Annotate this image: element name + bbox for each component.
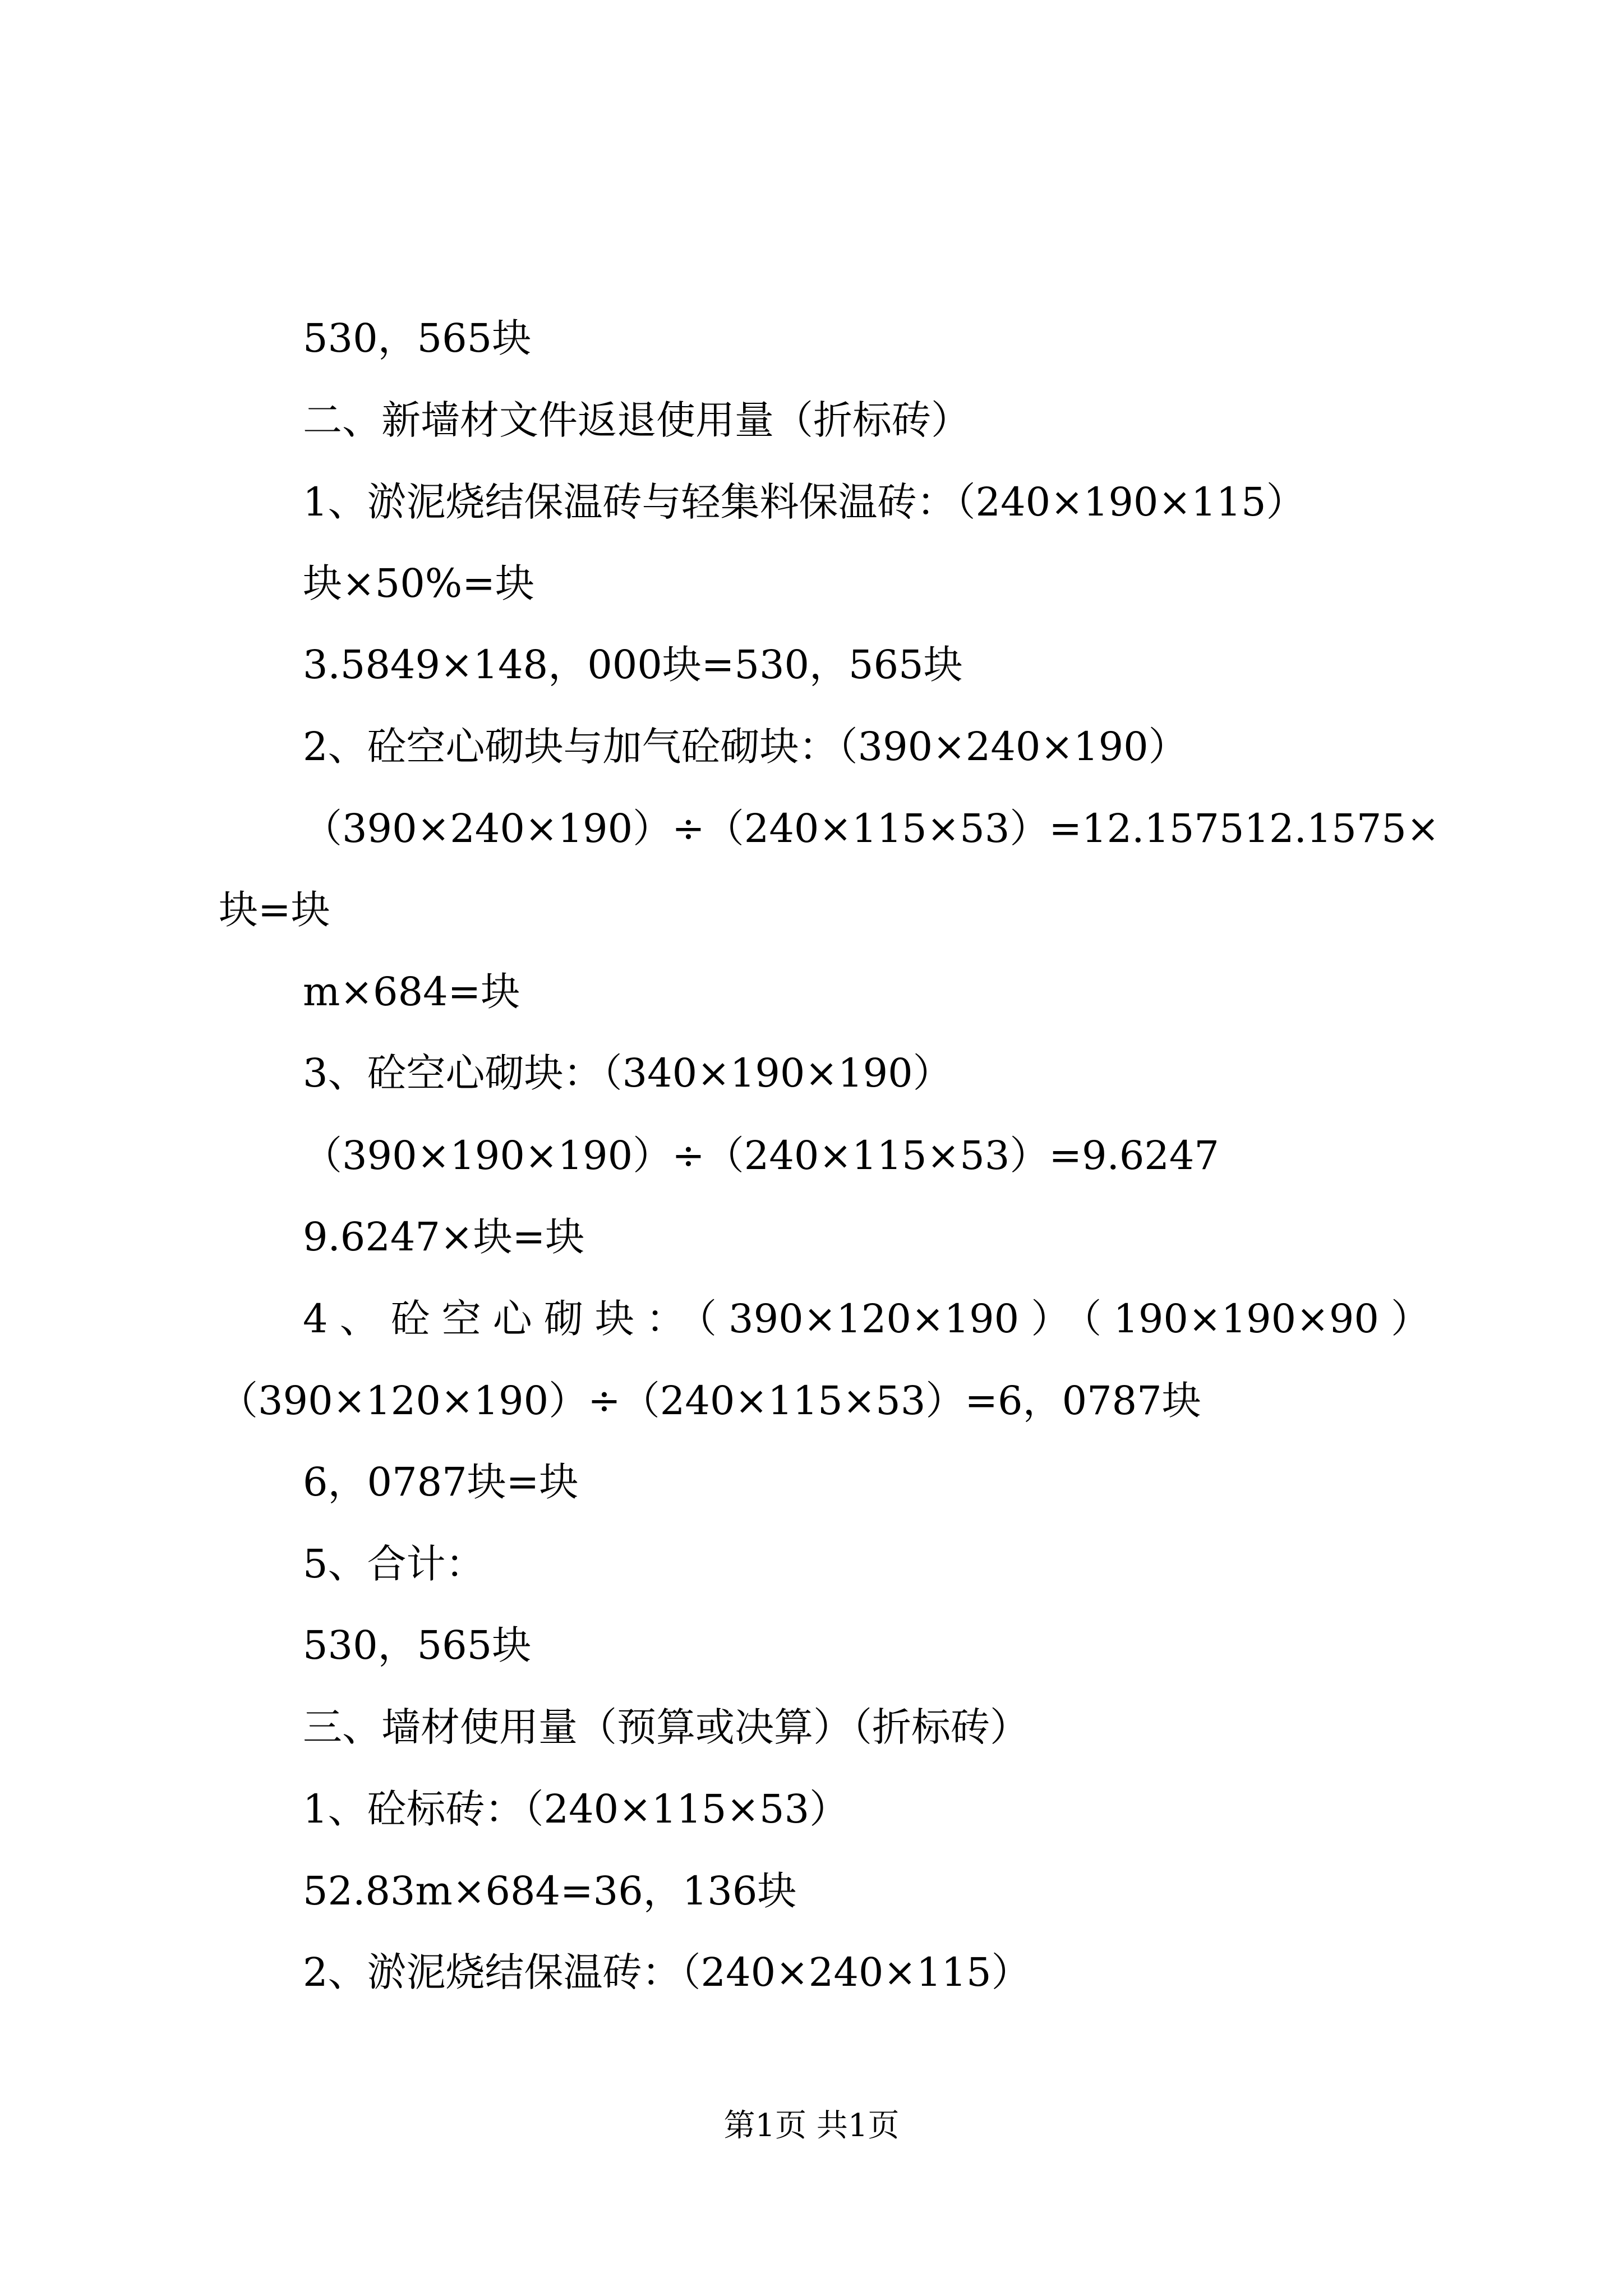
text-line-10: 3、砼空心砌块：（340×190×190） xyxy=(303,1050,952,1096)
text-line-14: （390×120×190）÷（240×115×53）=6，0787块 xyxy=(219,1378,1201,1424)
text-line-16: 5、合计： xyxy=(303,1541,485,1587)
text-line-3: 1、淤泥烧结保温砖与轻集料保温砖：（240×190×115） xyxy=(303,479,1306,525)
text-line-20: 52.83m×684=36，136块 xyxy=(303,1868,797,1914)
page-footer: 第1页 共1页 xyxy=(723,2108,900,2144)
text-line-12: 9.6247×块=块 xyxy=(303,1214,585,1260)
text-line-8: 块=块 xyxy=(219,887,330,933)
text-line-17: 530，565块 xyxy=(303,1622,532,1668)
text-line-15: 6，0787块=块 xyxy=(303,1459,579,1505)
text-line-9: m×684=块 xyxy=(303,969,520,1015)
text-line-19: 1、砼标砖：（240×115×53） xyxy=(303,1786,849,1832)
text-line-7: （390×240×190）÷（240×115×53）=12.157512.1575× xyxy=(303,806,1440,852)
text-line-21: 2、淤泥烧结保温砖：（240×240×115） xyxy=(303,1949,1031,1995)
text-line-2: 二、新墙材文件返退使用量（折标砖） xyxy=(303,397,970,443)
text-line-1: 530，565块 xyxy=(303,315,532,361)
text-line-6: 2、砼空心砌块与加气砼砌块：（390×240×190） xyxy=(303,724,1188,770)
text-line-5: 3.5849×148，000块=530，565块 xyxy=(303,642,963,688)
text-line-4: 块×50%=块 xyxy=(303,560,534,606)
text-line-11: （390×190×190）÷（240×115×53）=9.6247 xyxy=(303,1133,1219,1179)
text-line-18: 三、墙材使用量（预算或决算）（折标砖） xyxy=(303,1704,1029,1750)
text-line-13: 4、砼空心砌块：（390×120×190）（190×190×90） xyxy=(303,1296,1430,1342)
